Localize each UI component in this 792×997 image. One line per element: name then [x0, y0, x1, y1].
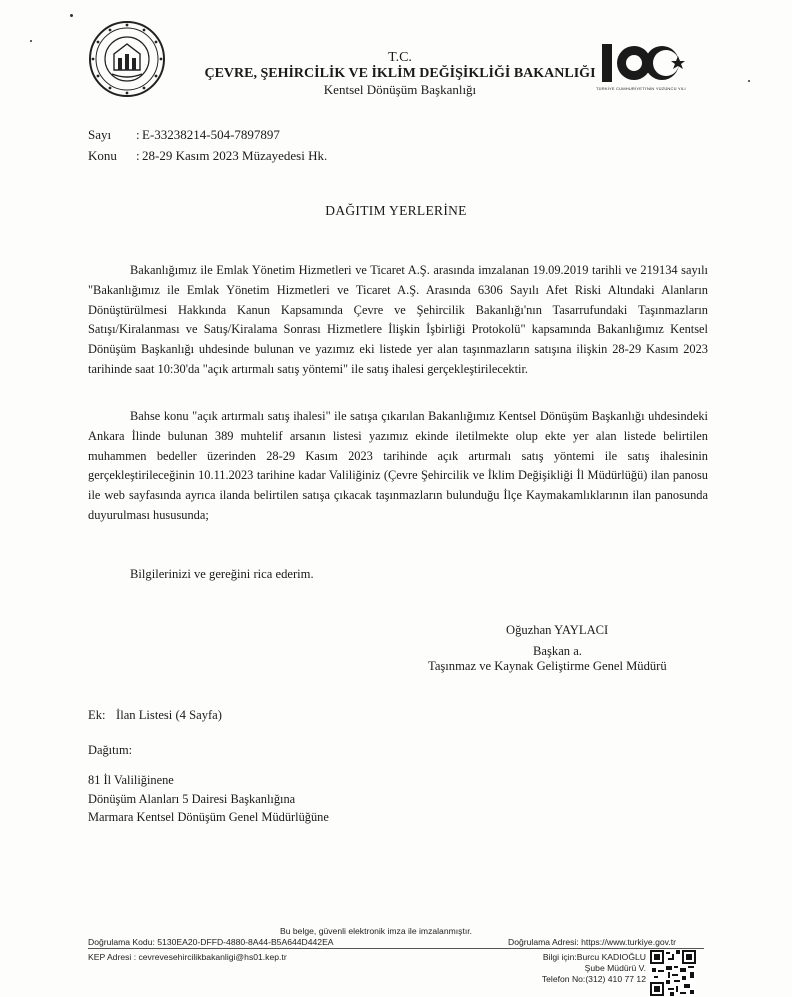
qr-code — [650, 950, 696, 996]
document-meta — [88, 124, 327, 166]
ministry-seal-logo — [88, 20, 166, 98]
attachment-value: İlan Listesi (4 Sayfa) — [116, 708, 222, 722]
paragraph-text: Bahse konu "açık artırmalı satış ihalesi" ile satışa çıkarılan Bakanlığımız Kentsel Dönüşüm Başkanlığı uhdesindeki Ankara İlinde bulunan 389 muhtelif arsanın listesi yazımız ekinde iletilmekte olup ekte yer alan listede belirtilen muhammen bedeller üzerinden 28-29 Kasım 2023 tarihinde açık artırmalı satış yöntemi ile satış ihalesinin gerçekleştirileceğinin 10.11.2023 tarihine kadar Valiliğiniz (Çevre Şehircilik ve İklim Değişikliği İl Müdürlüğü) ilan panosu ile web sayfasında ayrıca ilanda belirtilen satışa çıkacak taşınmazların bulunduğu İlçe Kaymakamlıklarının ilan panosunda duyurulması hususunda; — [88, 409, 708, 522]
scan-speck — [30, 40, 32, 42]
body-paragraph-1 — [88, 261, 708, 380]
contact-phone: Telefon No:(312) 410 77 12 — [541, 974, 646, 984]
body-paragraph-2 — [88, 407, 708, 526]
scan-speck — [70, 14, 73, 17]
sayi-row — [88, 124, 327, 145]
signature-title-1: Başkan a. — [533, 644, 582, 658]
sayi-value: E-33238214-504-7897897 — [142, 127, 280, 142]
konu-separator: : — [136, 148, 140, 163]
header-department: Kentsel Dönüşüm Başkanlığı — [323, 82, 477, 97]
distribution-item: Dönüşüm Alanları 5 Dairesi Başkanlığına — [88, 791, 296, 806]
scan-speck — [748, 80, 750, 82]
verification-address: Doğrulama Adresi: https://www.turkiye.gov.tr — [508, 937, 676, 947]
kep-address: KEP Adresi : cevrevesehircilikbakanligi@hs01.kep.tr — [88, 952, 287, 962]
paragraph-text: Bakanlığımız ile Emlak Yönetim Hizmetleri ve Ticaret A.Ş. arasında imzalanan 19.09.2019 tarihli ve 219134 sayılı "Bakanlığımız ile Emlak Yönetim Hizmetleri ve Ticaret A.Ş. Arasında 6306 Sayılı Afet Riski Altındaki Alanların Dönüştürülmesi Hakkında Kanun Kapsamında Çevre ve Şehircilik Bakanlığı'nın Tasarrufundaki Taşınmazların Satışı/Kiralanması ve Satış/Kiralama Sonrası Hizmetlere İlişkin İşbirliği Protokolü" kapsamında Bakanlığımız Kentsel Dönüşüm Başkanlığı uhdesinde bulunan ve yazımız eki listede yer alan taşınmazların satışına ilişkin 28-29 Kasım 2023 tarihinde saat 10:30'da "açık artırmalı satış yöntemi" ile satış ihalesi gerçekleştirilecektir. — [88, 263, 708, 376]
verification-code: Doğrulama Kodu: 5130EA20-DFFD-4880-8A44-B5A644D442EA — [88, 937, 334, 947]
header-tc: T.C. — [388, 50, 412, 65]
attachment-row — [88, 708, 222, 723]
contact-person: Bilgi için:Burcu KADIOĞLU — [542, 952, 646, 962]
addressee-title: DAĞITIM YERLERİNE — [325, 203, 467, 218]
signature-title-2: Taşınmaz ve Kaynak Geliştirme Genel Müdürü — [428, 659, 667, 673]
distribution-item: 81 İl Valiliğinene — [88, 773, 174, 787]
centennial-logo — [598, 38, 688, 88]
sayi-separator: : — [136, 127, 140, 142]
contact-info — [520, 952, 646, 985]
signature-name: Oğuzhan YAYLACI — [506, 623, 609, 637]
contact-title: Şube Müdürü V. — [584, 963, 646, 973]
konu-row — [88, 145, 327, 166]
centennial-caption: TÜRKİYE CUMHURİYETİ'NİN YÜZÜNCÜ YILI — [596, 86, 686, 91]
attachment-label: Ek: — [88, 708, 106, 722]
distribution-label: Dağıtım: — [88, 743, 133, 757]
konu-label: Konu — [88, 148, 117, 163]
konu-value: 28-29 Kasım 2023 Müzayedesi Hk. — [142, 148, 328, 163]
distribution-list — [88, 771, 329, 827]
header-ministry: ÇEVRE, ŞEHİRCİLİK VE İKLİM DEĞİŞİKLİĞİ BAKANLIĞI — [204, 66, 596, 81]
distribution-item: Marmara Kentsel Dönüşüm Genel Müdürlüğüne — [88, 810, 329, 825]
letterhead — [200, 50, 600, 98]
footer-divider — [88, 948, 704, 949]
sayi-label: Sayı — [88, 127, 112, 142]
closing-line: Bilgilerinizi ve gereğini rica ederim. — [130, 567, 314, 581]
esign-note: Bu belge, güvenli elektronik imza ile imzalanmıştır. — [280, 926, 473, 936]
